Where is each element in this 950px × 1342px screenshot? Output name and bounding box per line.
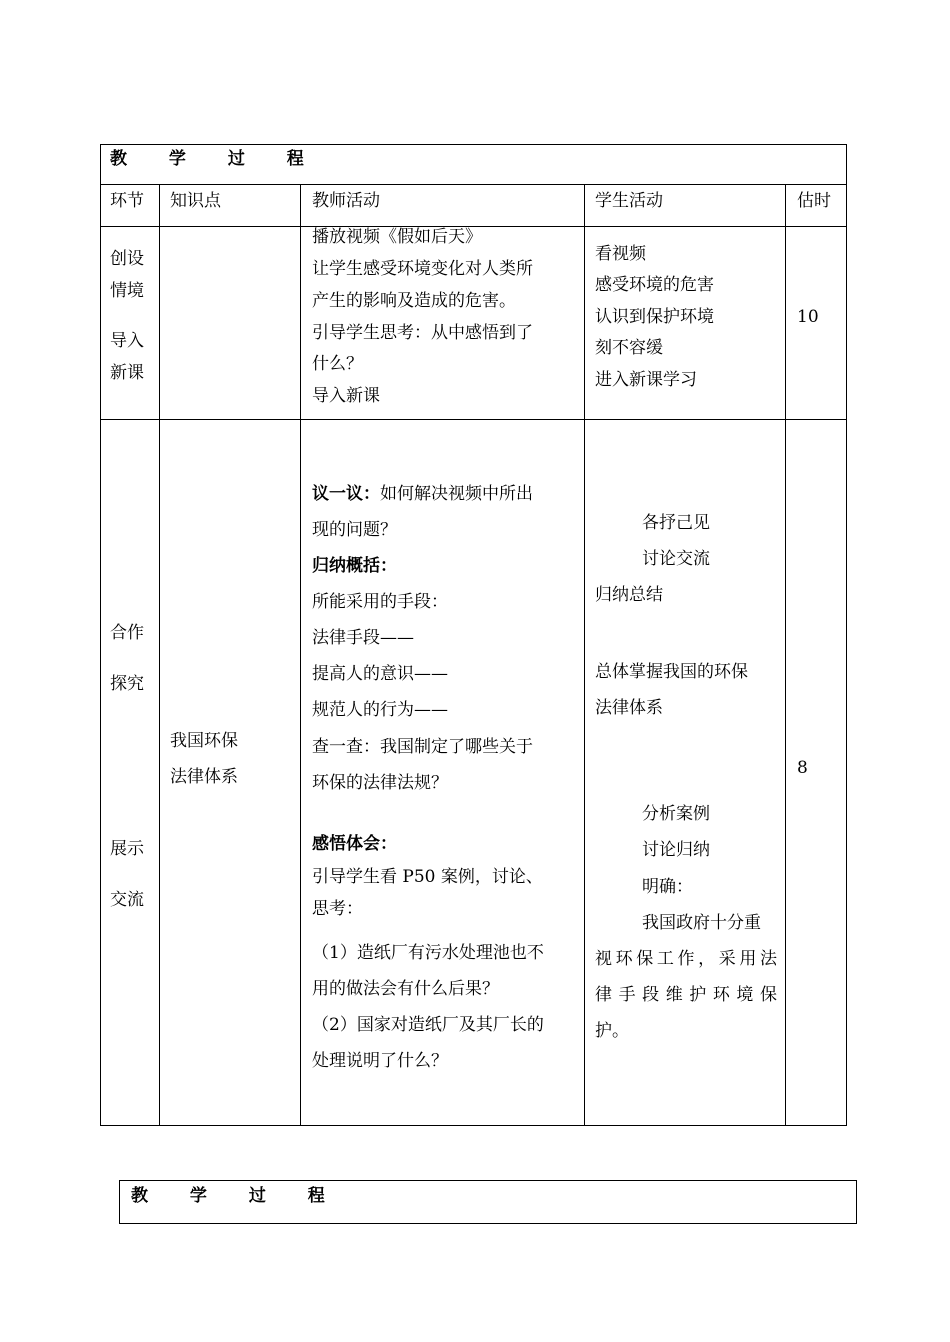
row2-check-line: 环保的法律法规？ xyxy=(312,773,448,793)
table2-title: 教 学 过 程 xyxy=(131,1186,343,1206)
column-divider xyxy=(300,184,301,1126)
row2-means-line: 所能采用的手段： xyxy=(312,592,448,612)
row2-student-group2: 讨论归纳 xyxy=(642,840,710,860)
header-stage: 环节 xyxy=(110,191,144,211)
row1-stage-line: 创设 xyxy=(110,249,144,269)
row2-stage-line: 合作 xyxy=(110,623,144,643)
row1-teacher-line: 导入新课 xyxy=(312,386,380,406)
row1-stage-line: 导入 xyxy=(110,331,144,351)
row1-teacher-line: 让学生感受环境变化对人类所 xyxy=(312,259,533,279)
row2-means-line: 提高人的意识—— xyxy=(312,664,448,684)
header-student-activity: 学生活动 xyxy=(595,191,663,211)
row1-teacher-line: 产生的影响及造成的危害。 xyxy=(312,291,516,311)
row2-student-group1: 各抒己见 xyxy=(642,513,710,533)
row1-student-line: 感受环境的危害 xyxy=(595,275,714,295)
row1-teacher-line: 播放视频《假如后天》 xyxy=(312,227,482,247)
row-divider xyxy=(100,184,847,185)
row2-q1-line: 用的做法会有什么后果？ xyxy=(312,979,499,999)
row2-q1-line: （1）造纸厂有污水处理池也不 xyxy=(312,943,544,963)
row2-q2-line: 处理说明了什么？ xyxy=(312,1051,448,1071)
row-divider xyxy=(100,419,847,420)
header-knowledge: 知识点 xyxy=(170,191,221,211)
discuss-text: 如何解决视频中所出 xyxy=(380,484,533,504)
row2-stage-line: 展示 xyxy=(110,839,144,859)
row1-student-line: 进入新课学习 xyxy=(595,370,697,390)
row2-time: 8 xyxy=(797,758,808,778)
row1-student-line: 认识到保护环境 xyxy=(595,307,714,327)
row2-student-conclusion: 视环保工作，采用法 xyxy=(595,949,777,969)
row2-student-group2: 明确： xyxy=(642,877,693,897)
row2-knowledge-line: 我国环保 xyxy=(170,731,238,751)
row2-student-summary: 归纳总结 xyxy=(595,585,663,605)
row2-discuss-cont: 现的问题？ xyxy=(312,520,397,540)
row2-stage-line: 探究 xyxy=(110,674,144,694)
row2-means-line: 法律手段—— xyxy=(312,628,414,648)
table-title: 教 学 过 程 xyxy=(110,149,322,169)
row2-student-conclusion: 我国政府十分重 xyxy=(642,913,761,933)
column-divider xyxy=(159,184,160,1126)
row2-student-conclusion: 护。 xyxy=(595,1021,629,1041)
row2-discuss xyxy=(312,483,533,505)
row2-student-conclusion: 律手段维护环境保 xyxy=(595,985,777,1005)
header-teacher-activity: 教师活动 xyxy=(312,191,380,211)
row2-student-grasp: 法律体系 xyxy=(595,698,663,718)
row1-teacher-line: 什么？ xyxy=(312,354,363,374)
row2-guide-line: 引导学生看 P50 案例，讨论、 xyxy=(312,867,543,887)
row1-student-line: 看视频 xyxy=(595,244,646,264)
row2-knowledge-line: 法律体系 xyxy=(170,767,238,787)
row1-student-line: 刻不容缓 xyxy=(595,338,663,358)
row1-teacher-line: 引导学生思考：从中感悟到了 xyxy=(312,323,533,343)
row2-insight-label: 感悟体会： xyxy=(312,834,397,854)
row2-q2-line: （2）国家对造纸厂及其厂长的 xyxy=(312,1015,544,1035)
row2-guide-line: 思考： xyxy=(312,899,363,919)
row1-stage-line: 情境 xyxy=(110,281,144,301)
row2-summary-label: 归纳概括： xyxy=(312,556,397,576)
discuss-label: 议一议： xyxy=(312,484,380,504)
column-divider xyxy=(584,184,585,1126)
row2-stage-line: 交流 xyxy=(110,890,144,910)
row1-time: 10 xyxy=(797,307,819,327)
row2-student-group2: 分析案例 xyxy=(642,804,710,824)
row2-student-group1: 讨论交流 xyxy=(642,549,710,569)
column-divider xyxy=(785,184,786,1126)
row1-stage-line: 新课 xyxy=(110,363,144,383)
row2-means-line: 规范人的行为—— xyxy=(312,700,448,720)
row2-student-grasp: 总体掌握我国的环保 xyxy=(595,662,748,682)
header-time: 估时 xyxy=(797,191,831,211)
row2-check-line: 查一查：我国制定了哪些关于 xyxy=(312,737,533,757)
